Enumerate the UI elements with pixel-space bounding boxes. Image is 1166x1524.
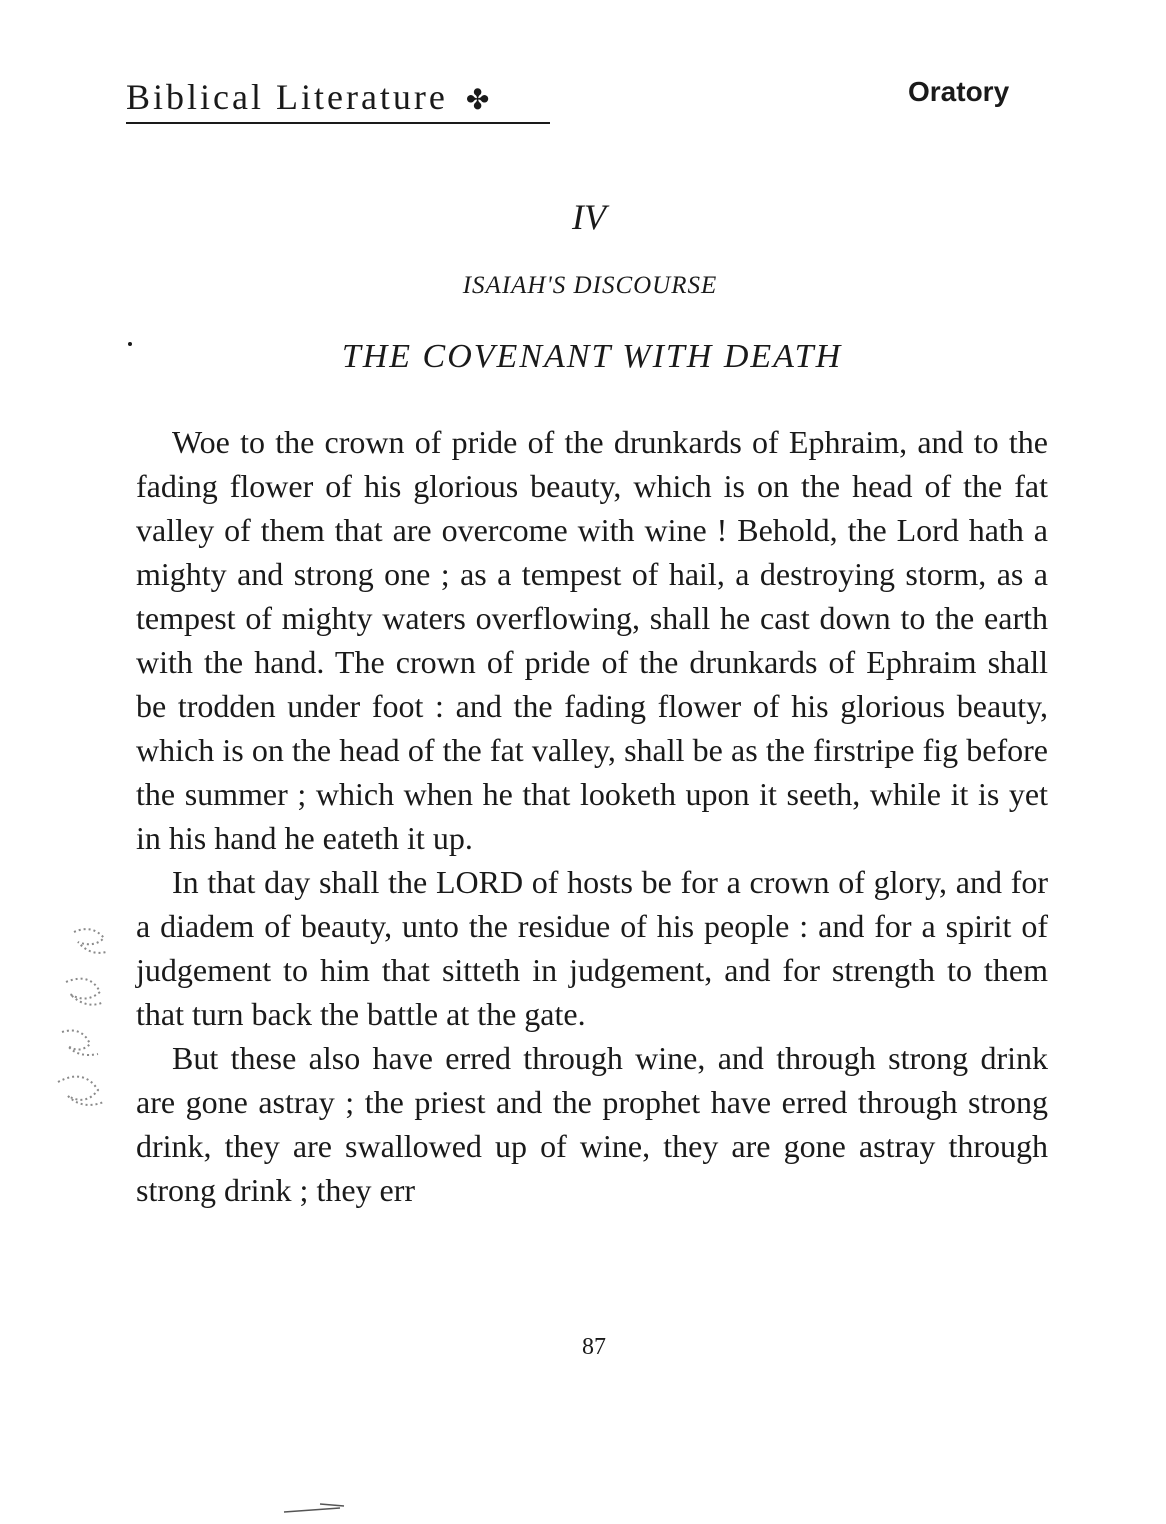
paragraph-1: Woe to the crown of pride of the drunkards of Ephraim, and to the fading flower of his glorious beauty, which is on the head of the fat valley of them that are overcome with wine ! Behold, the Lord hath a mighty and strong one ; as a tempest of hail, a destroying storm, as a tempest of mighty waters overflowing, shall he cast down to the earth with the hand. The crown of pride of the drunkards of Ephraim shall be trodden under foot : and the fading flower of his glorious beauty, which is on the head of the fat valley, shall be as the firstripe fig before the summer ; which when he that looketh upon it seeth, while it is yet in his hand he eateth it up. (136, 424, 1048, 856)
chapter-subtitle: ISAIAH'S DISCOURSE (462, 272, 718, 299)
ornament-icon: ✤ (465, 85, 490, 116)
chapter-title: THE COVENANT WITH DEATH (341, 338, 843, 375)
running-head-rule (126, 122, 550, 124)
chapter-number: IV (572, 197, 606, 237)
running-head-left (126, 76, 489, 118)
running-head-title: Biblical Literature (126, 77, 448, 117)
stamp-icon (44, 912, 124, 1132)
page-number: 87 (582, 1334, 606, 1360)
running-head-right: Oratory (908, 76, 1010, 107)
bottom-mark-icon (280, 1500, 350, 1516)
body-text (136, 420, 1048, 1212)
paragraph-3: But these also have erred through wine, and through strong drink are gone astray ; the priest and the prophet have erred through strong drink, they are swallowed up of wine, they are gone astray through strong drink ; they err (136, 1040, 1048, 1208)
paragraph-2: In that day shall the LORD of hosts be for a crown of glory, and for a diadem of beauty, unto the residue of his people : and for a spirit of judgement to him that sitteth in judgement, and for strength to them that turn back the battle at the gate. (136, 864, 1048, 1032)
